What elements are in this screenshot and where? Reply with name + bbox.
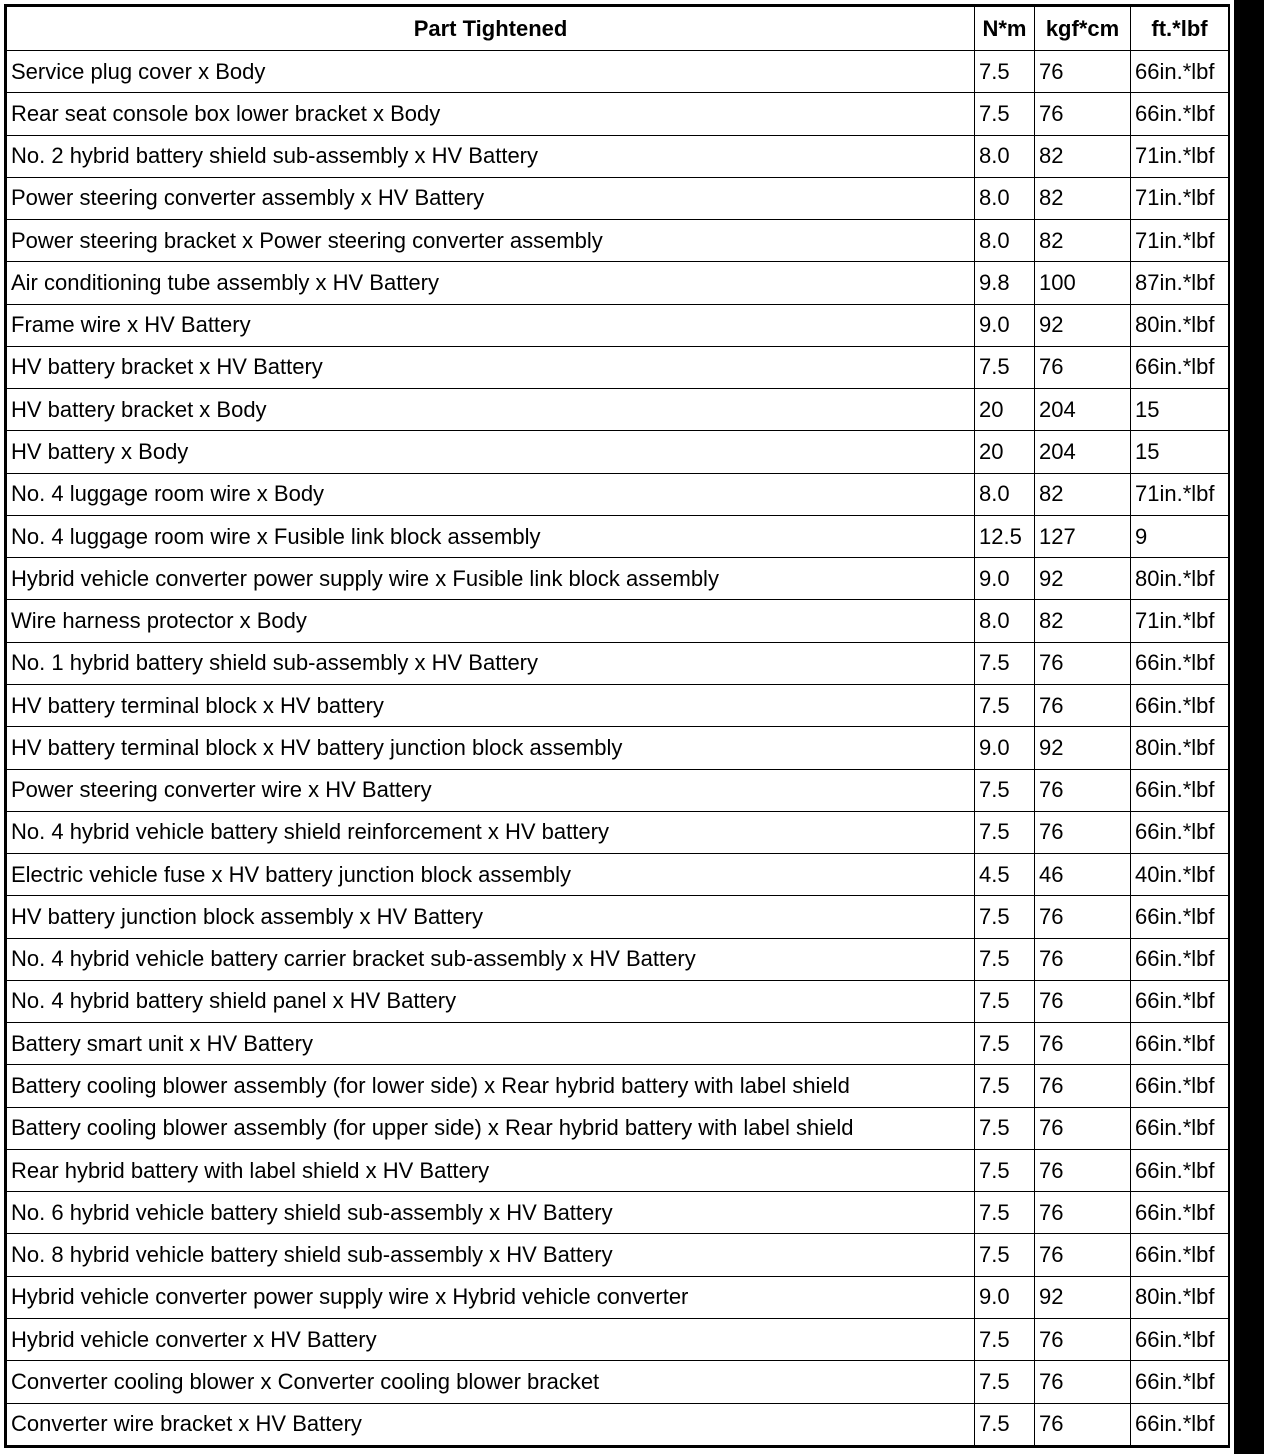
- table-row: [7, 1318, 1229, 1360]
- cell-ft-lbf: 80in.*lbf: [1131, 558, 1229, 600]
- cell-kgf-cm: 76: [1035, 938, 1131, 980]
- header-ft-lbf: ft.*lbf: [1131, 7, 1229, 51]
- cell-kgf-cm: 76: [1035, 1107, 1131, 1149]
- cell-part-tightened: No. 8 hybrid vehicle battery shield sub-assembly x HV Battery: [7, 1234, 975, 1276]
- cell-ft-lbf: 66in.*lbf: [1131, 684, 1229, 726]
- cell-kgf-cm: 76: [1035, 684, 1131, 726]
- cell-nm: 7.5: [975, 1023, 1035, 1065]
- cell-ft-lbf: 66in.*lbf: [1131, 769, 1229, 811]
- table-row: [7, 51, 1229, 93]
- cell-ft-lbf: 66in.*lbf: [1131, 938, 1229, 980]
- cell-nm: 7.5: [975, 896, 1035, 938]
- cell-part-tightened: Rear seat console box lower bracket x Body: [7, 93, 975, 135]
- cell-part-tightened: HV battery x Body: [7, 431, 975, 473]
- cell-part-tightened: Battery cooling blower assembly (for upper side) x Rear hybrid battery with label shield: [7, 1107, 975, 1149]
- cell-part-tightened: Power steering bracket x Power steering converter assembly: [7, 220, 975, 262]
- table-body: [7, 51, 1229, 1446]
- cell-kgf-cm: 92: [1035, 1276, 1131, 1318]
- cell-kgf-cm: 76: [1035, 1403, 1131, 1446]
- table-row: [7, 220, 1229, 262]
- table-row: [7, 1023, 1229, 1065]
- cell-nm: 7.5: [975, 684, 1035, 726]
- cell-part-tightened: No. 4 luggage room wire x Fusible link block assembly: [7, 515, 975, 557]
- cell-part-tightened: Converter cooling blower x Converter cooling blower bracket: [7, 1361, 975, 1403]
- cell-part-tightened: No. 4 hybrid vehicle battery shield reinforcement x HV battery: [7, 811, 975, 853]
- table-row: [7, 473, 1229, 515]
- cell-kgf-cm: 76: [1035, 51, 1131, 93]
- cell-kgf-cm: 92: [1035, 304, 1131, 346]
- cell-part-tightened: Wire harness protector x Body: [7, 600, 975, 642]
- cell-nm: 7.5: [975, 1149, 1035, 1191]
- cell-ft-lbf: 66in.*lbf: [1131, 93, 1229, 135]
- cell-nm: 7.5: [975, 1318, 1035, 1360]
- cell-nm: 7.5: [975, 1065, 1035, 1107]
- cell-part-tightened: Service plug cover x Body: [7, 51, 975, 93]
- cell-nm: 7.5: [975, 1107, 1035, 1149]
- cell-ft-lbf: 66in.*lbf: [1131, 1149, 1229, 1191]
- cell-ft-lbf: 66in.*lbf: [1131, 1403, 1229, 1446]
- table-row: [7, 1234, 1229, 1276]
- cell-ft-lbf: 66in.*lbf: [1131, 1107, 1229, 1149]
- cell-nm: 9.8: [975, 262, 1035, 304]
- cell-kgf-cm: 76: [1035, 1234, 1131, 1276]
- cell-nm: 8.0: [975, 473, 1035, 515]
- table-row: [7, 1276, 1229, 1318]
- cell-ft-lbf: 66in.*lbf: [1131, 1023, 1229, 1065]
- cell-ft-lbf: 66in.*lbf: [1131, 1192, 1229, 1234]
- table-row: [7, 304, 1229, 346]
- cell-nm: 8.0: [975, 600, 1035, 642]
- cell-nm: 9.0: [975, 558, 1035, 600]
- cell-kgf-cm: 46: [1035, 854, 1131, 896]
- cell-nm: 9.0: [975, 1276, 1035, 1318]
- cell-part-tightened: Converter wire bracket x HV Battery: [7, 1403, 975, 1446]
- cell-part-tightened: Power steering converter assembly x HV Battery: [7, 177, 975, 219]
- cell-kgf-cm: 82: [1035, 135, 1131, 177]
- table-row: [7, 177, 1229, 219]
- cell-kgf-cm: 76: [1035, 642, 1131, 684]
- cell-nm: 4.5: [975, 854, 1035, 896]
- cell-part-tightened: Hybrid vehicle converter power supply wire x Hybrid vehicle converter: [7, 1276, 975, 1318]
- table-row: [7, 980, 1229, 1022]
- cell-part-tightened: No. 1 hybrid battery shield sub-assembly x HV Battery: [7, 642, 975, 684]
- table-row: [7, 93, 1229, 135]
- cell-nm: 9.0: [975, 304, 1035, 346]
- cell-ft-lbf: 80in.*lbf: [1131, 1276, 1229, 1318]
- cell-part-tightened: Battery cooling blower assembly (for lower side) x Rear hybrid battery with label shield: [7, 1065, 975, 1107]
- cell-ft-lbf: 66in.*lbf: [1131, 346, 1229, 388]
- cell-kgf-cm: 82: [1035, 473, 1131, 515]
- cell-ft-lbf: 80in.*lbf: [1131, 727, 1229, 769]
- cell-kgf-cm: 82: [1035, 220, 1131, 262]
- cell-ft-lbf: 40in.*lbf: [1131, 854, 1229, 896]
- cell-ft-lbf: 66in.*lbf: [1131, 811, 1229, 853]
- cell-part-tightened: No. 2 hybrid battery shield sub-assembly x HV Battery: [7, 135, 975, 177]
- cell-nm: 9.0: [975, 727, 1035, 769]
- cell-ft-lbf: 15: [1131, 389, 1229, 431]
- cell-kgf-cm: 100: [1035, 262, 1131, 304]
- cell-part-tightened: Hybrid vehicle converter power supply wire x Fusible link block assembly: [7, 558, 975, 600]
- cell-kgf-cm: 76: [1035, 896, 1131, 938]
- cell-ft-lbf: 66in.*lbf: [1131, 980, 1229, 1022]
- cell-nm: 20: [975, 431, 1035, 473]
- cell-ft-lbf: 71in.*lbf: [1131, 135, 1229, 177]
- cell-nm: 7.5: [975, 769, 1035, 811]
- cell-part-tightened: HV battery bracket x HV Battery: [7, 346, 975, 388]
- cell-kgf-cm: 76: [1035, 980, 1131, 1022]
- cell-part-tightened: No. 4 hybrid vehicle battery carrier bracket sub-assembly x HV Battery: [7, 938, 975, 980]
- cell-ft-lbf: 71in.*lbf: [1131, 220, 1229, 262]
- cell-nm: 7.5: [975, 51, 1035, 93]
- table-row: [7, 938, 1229, 980]
- table-row: [7, 558, 1229, 600]
- table-row: [7, 811, 1229, 853]
- cell-ft-lbf: 66in.*lbf: [1131, 1234, 1229, 1276]
- cell-kgf-cm: 76: [1035, 1065, 1131, 1107]
- cell-kgf-cm: 92: [1035, 727, 1131, 769]
- cell-nm: 8.0: [975, 177, 1035, 219]
- table-row: [7, 600, 1229, 642]
- table-row: [7, 854, 1229, 896]
- cell-ft-lbf: 80in.*lbf: [1131, 304, 1229, 346]
- cell-kgf-cm: 76: [1035, 1318, 1131, 1360]
- table-row: [7, 642, 1229, 684]
- right-edge-bar: [1234, 0, 1264, 1454]
- table-row: [7, 727, 1229, 769]
- cell-nm: 7.5: [975, 938, 1035, 980]
- cell-nm: 7.5: [975, 642, 1035, 684]
- cell-part-tightened: HV battery junction block assembly x HV Battery: [7, 896, 975, 938]
- cell-part-tightened: No. 4 luggage room wire x Body: [7, 473, 975, 515]
- cell-ft-lbf: 87in.*lbf: [1131, 262, 1229, 304]
- cell-kgf-cm: 127: [1035, 515, 1131, 557]
- cell-nm: 7.5: [975, 811, 1035, 853]
- table-row: [7, 1192, 1229, 1234]
- cell-part-tightened: HV battery terminal block x HV battery junction block assembly: [7, 727, 975, 769]
- cell-nm: 7.5: [975, 1361, 1035, 1403]
- cell-part-tightened: No. 4 hybrid battery shield panel x HV Battery: [7, 980, 975, 1022]
- table-row: [7, 135, 1229, 177]
- table-row: [7, 769, 1229, 811]
- table-row: [7, 431, 1229, 473]
- cell-nm: 7.5: [975, 1234, 1035, 1276]
- cell-part-tightened: Battery smart unit x HV Battery: [7, 1023, 975, 1065]
- cell-kgf-cm: 92: [1035, 558, 1131, 600]
- cell-nm: 20: [975, 389, 1035, 431]
- cell-nm: 8.0: [975, 135, 1035, 177]
- torque-spec-table: [6, 6, 1229, 1446]
- table-row: [7, 896, 1229, 938]
- cell-part-tightened: HV battery bracket x Body: [7, 389, 975, 431]
- table-row: [7, 1361, 1229, 1403]
- cell-nm: 12.5: [975, 515, 1035, 557]
- cell-kgf-cm: 76: [1035, 769, 1131, 811]
- cell-ft-lbf: 71in.*lbf: [1131, 473, 1229, 515]
- header-kgf-cm: kgf*cm: [1035, 7, 1131, 51]
- cell-part-tightened: Power steering converter wire x HV Battery: [7, 769, 975, 811]
- cell-part-tightened: Rear hybrid battery with label shield x HV Battery: [7, 1149, 975, 1191]
- cell-ft-lbf: 66in.*lbf: [1131, 896, 1229, 938]
- cell-kgf-cm: 82: [1035, 600, 1131, 642]
- cell-kgf-cm: 82: [1035, 177, 1131, 219]
- cell-kgf-cm: 76: [1035, 1192, 1131, 1234]
- cell-part-tightened: No. 6 hybrid vehicle battery shield sub-assembly x HV Battery: [7, 1192, 975, 1234]
- cell-kgf-cm: 76: [1035, 346, 1131, 388]
- header-part-tightened: Part Tightened: [7, 7, 975, 51]
- cell-kgf-cm: 204: [1035, 431, 1131, 473]
- cell-ft-lbf: 9: [1131, 515, 1229, 557]
- table-row: [7, 515, 1229, 557]
- cell-part-tightened: HV battery terminal block x HV battery: [7, 684, 975, 726]
- cell-nm: 7.5: [975, 1192, 1035, 1234]
- cell-ft-lbf: 66in.*lbf: [1131, 1361, 1229, 1403]
- table-row: [7, 346, 1229, 388]
- cell-kgf-cm: 76: [1035, 93, 1131, 135]
- cell-part-tightened: Electric vehicle fuse x HV battery junction block assembly: [7, 854, 975, 896]
- table-row: [7, 684, 1229, 726]
- cell-kgf-cm: 76: [1035, 1361, 1131, 1403]
- cell-nm: 7.5: [975, 93, 1035, 135]
- cell-nm: 8.0: [975, 220, 1035, 262]
- cell-ft-lbf: 71in.*lbf: [1131, 600, 1229, 642]
- cell-kgf-cm: 76: [1035, 811, 1131, 853]
- cell-kgf-cm: 76: [1035, 1149, 1131, 1191]
- table-row: [7, 1403, 1229, 1446]
- cell-kgf-cm: 204: [1035, 389, 1131, 431]
- cell-ft-lbf: 15: [1131, 431, 1229, 473]
- table-row: [7, 1065, 1229, 1107]
- cell-nm: 7.5: [975, 1403, 1035, 1446]
- table-header-row: [7, 7, 1229, 51]
- header-nm: N*m: [975, 7, 1035, 51]
- table-row: [7, 1149, 1229, 1191]
- cell-ft-lbf: 66in.*lbf: [1131, 642, 1229, 684]
- cell-part-tightened: Hybrid vehicle converter x HV Battery: [7, 1318, 975, 1360]
- cell-ft-lbf: 71in.*lbf: [1131, 177, 1229, 219]
- cell-part-tightened: Frame wire x HV Battery: [7, 304, 975, 346]
- table-row: [7, 389, 1229, 431]
- cell-ft-lbf: 66in.*lbf: [1131, 51, 1229, 93]
- cell-part-tightened: Air conditioning tube assembly x HV Battery: [7, 262, 975, 304]
- cell-nm: 7.5: [975, 980, 1035, 1022]
- table-row: [7, 1107, 1229, 1149]
- cell-kgf-cm: 76: [1035, 1023, 1131, 1065]
- cell-ft-lbf: 66in.*lbf: [1131, 1065, 1229, 1107]
- table-row: [7, 262, 1229, 304]
- cell-ft-lbf: 66in.*lbf: [1131, 1318, 1229, 1360]
- cell-nm: 7.5: [975, 346, 1035, 388]
